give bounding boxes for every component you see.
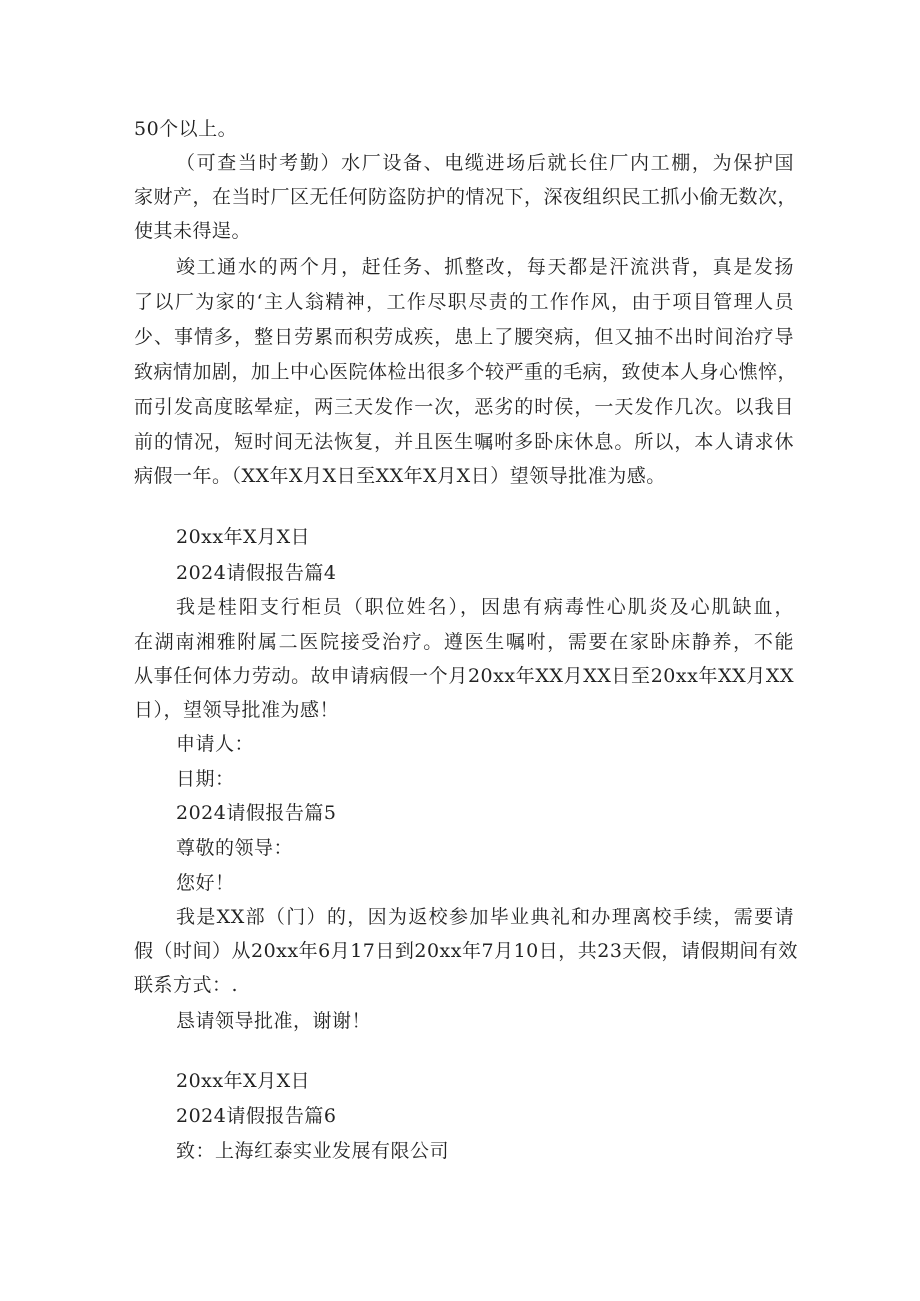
text-line: 致病情加剧，加上中心医院体检出很多个较严重的毛病，致使本人身心憔悴，	[134, 361, 798, 383]
text-line: （可查当时考勤）水厂设备、电缆进场后就长住厂内工棚，为保护国	[176, 152, 794, 174]
text-line: 联系方式：.	[134, 974, 239, 996]
text-line: 而引发高度眩晕症，两三天发作一次，恶劣的时侯，一天发作几次。以我目	[134, 396, 794, 418]
text-line: 竣工通水的两个月，赶任务、抓整改，每天都是汗流洪背，真是发扬	[176, 256, 794, 278]
text-line: 在湖南湘雅附属二医院接受治疗。遵医生嘱咐，需要在家卧床静养，不能	[134, 631, 794, 653]
text-line: 我是XX部（门）的，因为返校参加毕业典礼和办理离校手续，需要请	[176, 906, 794, 928]
salutation: 尊敬的领导：	[176, 837, 294, 859]
date-line: 20xx年X月X日	[176, 1070, 311, 1092]
text-line: 了以厂为家的‘主人翁精神，工作尽职尽责的工作作风，由于项目管理人员	[134, 291, 794, 313]
closing-line: 恳请领导批准，谢谢！	[176, 1010, 372, 1032]
section-heading: 2024请假报告篇4	[176, 562, 337, 584]
text-line: 50个以上。	[134, 118, 238, 140]
text-line: 日），望领导批准为感！	[134, 699, 340, 721]
greeting: 您好！	[176, 872, 235, 894]
text-line: 病假一年。（XX年X月X日至XX年X月X日）望领导批准为感。	[134, 465, 666, 487]
text-line: 家财产，在当时厂区无任何防盗防护的情况下，深夜组织民工抓小偷无数次，	[134, 186, 798, 208]
date-label: 日期：	[176, 768, 235, 790]
text-line: 少、事情多，整日劳累而积劳成疾，患上了腰突病，但又抽不出时间治疗导	[134, 326, 794, 348]
section-heading: 2024请假报告篇5	[176, 802, 337, 824]
date-line: 20xx年X月X日	[176, 526, 311, 548]
text-line: 前的情况，短时间无法恢复，并且医生嘱咐多卧床休息。所以，本人请求休	[134, 431, 794, 453]
text-line: 假（时间）从20xx年6月17日到20xx年7月10日，共23天假，请假期间有效	[134, 940, 798, 962]
text-line: 使其未得逞。	[134, 220, 252, 242]
recipient-line: 致：上海红泰实业发展有限公司	[176, 1140, 450, 1162]
text-line: 从事任何体力劳动。故申请病假一个月20xx年XX月XX日至20xx年XX月XX	[134, 665, 794, 687]
text-line: 我是桂阳支行柜员（职位姓名），因患有病毒性心肌炎及心肌缺血，	[176, 596, 794, 618]
applicant-label: 申请人：	[176, 733, 255, 755]
section-heading: 2024请假报告篇6	[176, 1105, 337, 1127]
